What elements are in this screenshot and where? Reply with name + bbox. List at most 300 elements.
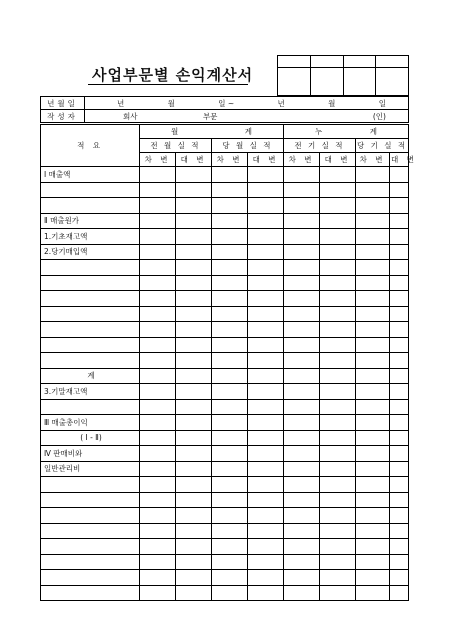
curr-period-header: 당 기 실 적 (356, 139, 409, 153)
amount-cell[interactable] (320, 492, 356, 508)
amount-cell[interactable] (140, 182, 176, 198)
amount-cell[interactable] (356, 477, 390, 493)
amount-cell[interactable] (356, 368, 390, 384)
amount-cell[interactable] (320, 461, 356, 477)
amount-cell[interactable] (390, 585, 409, 601)
amount-cell[interactable] (176, 430, 212, 446)
amount-cell[interactable] (320, 399, 356, 415)
seal-label: (인) (372, 111, 386, 121)
amount-cell[interactable] (284, 353, 320, 369)
amount-cell[interactable] (248, 213, 284, 229)
table-row (41, 167, 409, 183)
row-label: ( Ⅰ - Ⅱ) (41, 430, 140, 446)
amount-cell[interactable] (320, 570, 356, 586)
amount-cell[interactable] (140, 337, 176, 353)
amount-cell[interactable] (176, 337, 212, 353)
amount-cell[interactable] (390, 291, 409, 307)
amount-cell[interactable] (248, 275, 284, 291)
amount-cell[interactable] (356, 337, 390, 353)
amount-cell[interactable] (248, 337, 284, 353)
amount-cell[interactable] (248, 353, 284, 369)
amount-cell[interactable] (284, 539, 320, 555)
approval-sign-cell[interactable] (310, 68, 343, 96)
amount-cell[interactable] (248, 291, 284, 307)
amount-cell[interactable] (176, 554, 212, 570)
amount-cell[interactable] (356, 260, 390, 276)
amount-cell[interactable] (212, 523, 248, 539)
debit-header: 차 변 (212, 153, 248, 167)
amount-cell[interactable] (356, 585, 390, 601)
amount-cell[interactable] (248, 508, 284, 524)
amount-cell[interactable] (212, 229, 248, 245)
amount-cell[interactable] (320, 446, 356, 462)
amount-cell[interactable] (248, 167, 284, 183)
amount-cell[interactable] (212, 554, 248, 570)
department-label: 부문 (202, 111, 218, 121)
amount-cell[interactable] (284, 306, 320, 322)
amount-cell[interactable] (176, 492, 212, 508)
amount-cell[interactable] (212, 244, 248, 260)
amount-cell[interactable] (248, 430, 284, 446)
amount-cell[interactable] (356, 430, 390, 446)
date-year-start: 년 (117, 98, 125, 108)
row-label (41, 182, 140, 198)
row-label: Ⅱ 매출원가 (41, 213, 140, 229)
amount-cell[interactable] (320, 275, 356, 291)
amount-cell[interactable] (248, 570, 284, 586)
debit-header: 차 변 (356, 153, 390, 167)
amount-cell[interactable] (140, 167, 176, 183)
amount-cell[interactable] (248, 198, 284, 214)
amount-cell[interactable] (248, 306, 284, 322)
amount-cell[interactable] (140, 291, 176, 307)
row-label (41, 275, 140, 291)
amount-cell[interactable] (176, 213, 212, 229)
amount-cell[interactable] (320, 368, 356, 384)
amount-cell[interactable] (356, 291, 390, 307)
amount-cell[interactable] (390, 461, 409, 477)
amount-cell[interactable] (390, 539, 409, 555)
amount-cell[interactable] (176, 353, 212, 369)
amount-cell[interactable] (284, 275, 320, 291)
amount-cell[interactable] (356, 229, 390, 245)
table-row (41, 275, 409, 291)
amount-cell[interactable] (390, 167, 409, 183)
amount-cell[interactable] (320, 353, 356, 369)
amount-cell[interactable] (356, 244, 390, 260)
amount-cell[interactable] (176, 244, 212, 260)
amount-cell[interactable] (284, 508, 320, 524)
table-row (41, 244, 409, 260)
cumulative-header: 누 계 (284, 125, 409, 139)
amount-cell[interactable] (140, 492, 176, 508)
amount-cell[interactable] (140, 353, 176, 369)
amount-cell[interactable] (212, 585, 248, 601)
amount-cell[interactable] (248, 461, 284, 477)
table-row (41, 306, 409, 322)
amount-cell[interactable] (248, 415, 284, 431)
approval-header-cell[interactable] (278, 56, 311, 68)
amount-cell[interactable] (390, 430, 409, 446)
company-label: 회사 (123, 111, 138, 121)
amount-cell[interactable] (248, 244, 284, 260)
row-label (41, 260, 140, 276)
row-label (41, 353, 140, 369)
table-row (41, 260, 409, 276)
amount-cell[interactable] (284, 260, 320, 276)
amount-cell[interactable] (320, 384, 356, 400)
amount-cell[interactable] (212, 477, 248, 493)
amount-cell[interactable] (390, 446, 409, 462)
amount-cell[interactable] (212, 368, 248, 384)
amount-cell[interactable] (284, 523, 320, 539)
amount-cell[interactable] (248, 477, 284, 493)
amount-cell[interactable] (284, 477, 320, 493)
table-row (41, 461, 409, 477)
amount-cell[interactable] (356, 554, 390, 570)
curr-month-header: 당 월 실 적 (212, 139, 284, 153)
amount-cell[interactable] (284, 430, 320, 446)
amount-cell[interactable] (176, 508, 212, 524)
amount-cell[interactable] (140, 275, 176, 291)
amount-cell[interactable] (212, 182, 248, 198)
table-row (41, 213, 409, 229)
amount-cell[interactable] (356, 275, 390, 291)
amount-cell[interactable] (320, 415, 356, 431)
amount-cell[interactable] (320, 539, 356, 555)
amount-cell[interactable] (356, 461, 390, 477)
info-table (40, 96, 409, 123)
amount-cell[interactable] (212, 306, 248, 322)
amount-cell[interactable] (284, 384, 320, 400)
table-row (41, 508, 409, 524)
amount-cell[interactable] (140, 198, 176, 214)
amount-cell[interactable] (320, 337, 356, 353)
amount-cell[interactable] (284, 244, 320, 260)
amount-cell[interactable] (390, 198, 409, 214)
amount-cell[interactable] (284, 399, 320, 415)
table-body (41, 167, 409, 601)
amount-cell[interactable] (140, 539, 176, 555)
amount-cell[interactable] (320, 167, 356, 183)
amount-cell[interactable] (390, 213, 409, 229)
amount-cell[interactable] (320, 198, 356, 214)
amount-cell[interactable] (212, 399, 248, 415)
prev-month-header: 전 월 실 적 (140, 139, 212, 153)
debit-header: 차 변 (140, 153, 176, 167)
amount-cell[interactable] (356, 446, 390, 462)
amount-cell[interactable] (176, 539, 212, 555)
amount-cell[interactable] (390, 523, 409, 539)
amount-cell[interactable] (176, 415, 212, 431)
amount-cell[interactable] (356, 399, 390, 415)
amount-cell[interactable] (390, 415, 409, 431)
amount-cell[interactable] (356, 167, 390, 183)
amount-cell[interactable] (356, 523, 390, 539)
date-day-start: 일 ~ (218, 98, 235, 108)
amount-cell[interactable] (212, 291, 248, 307)
author-field[interactable] (85, 110, 409, 123)
amount-cell[interactable] (284, 461, 320, 477)
amount-cell[interactable] (212, 384, 248, 400)
amount-cell[interactable] (248, 585, 284, 601)
amount-cell[interactable] (212, 492, 248, 508)
amount-cell[interactable] (140, 523, 176, 539)
amount-cell[interactable] (356, 198, 390, 214)
page-title: 사업부문별 손익계산서 (92, 66, 254, 84)
amount-cell[interactable] (212, 539, 248, 555)
amount-cell[interactable] (356, 306, 390, 322)
amount-cell[interactable] (140, 508, 176, 524)
amount-cell[interactable] (390, 182, 409, 198)
amount-cell[interactable] (320, 229, 356, 245)
amount-cell[interactable] (212, 275, 248, 291)
amount-cell[interactable] (390, 368, 409, 384)
amount-cell[interactable] (284, 570, 320, 586)
amount-cell[interactable] (356, 570, 390, 586)
amount-cell[interactable] (356, 353, 390, 369)
amount-cell[interactable] (284, 291, 320, 307)
amount-cell[interactable] (248, 322, 284, 338)
approval-box (277, 55, 409, 96)
table-row (41, 430, 409, 446)
amount-cell[interactable] (212, 508, 248, 524)
amount-cell[interactable] (356, 508, 390, 524)
amount-cell[interactable] (390, 322, 409, 338)
amount-cell[interactable] (390, 353, 409, 369)
amount-cell[interactable] (212, 213, 248, 229)
amount-cell[interactable] (284, 446, 320, 462)
amount-cell[interactable] (212, 415, 248, 431)
table-row (41, 492, 409, 508)
amount-cell[interactable] (176, 306, 212, 322)
amount-cell[interactable] (248, 260, 284, 276)
amount-cell[interactable] (176, 182, 212, 198)
row-label (41, 306, 140, 322)
amount-cell[interactable] (176, 198, 212, 214)
amount-cell[interactable] (176, 570, 212, 586)
amount-cell[interactable] (284, 198, 320, 214)
amount-cell[interactable] (176, 446, 212, 462)
amount-cell[interactable] (212, 570, 248, 586)
amount-cell[interactable] (248, 539, 284, 555)
monthly-header: 월 계 (140, 125, 284, 139)
amount-cell[interactable] (176, 585, 212, 601)
amount-cell[interactable] (390, 554, 409, 570)
row-label (41, 554, 140, 570)
amount-cell[interactable] (390, 570, 409, 586)
amount-cell[interactable] (320, 182, 356, 198)
approval-header-cell[interactable] (376, 56, 409, 68)
date-label: 년월일 (41, 97, 85, 110)
table-row (41, 337, 409, 353)
amount-cell[interactable] (248, 492, 284, 508)
amount-cell[interactable] (284, 554, 320, 570)
amount-cell[interactable] (176, 461, 212, 477)
table-row (41, 523, 409, 539)
income-statement-table (40, 124, 417, 601)
credit-header: 대 변 (320, 153, 356, 167)
table-row (41, 539, 409, 555)
amount-cell[interactable] (320, 585, 356, 601)
amount-cell[interactable] (248, 368, 284, 384)
amount-cell[interactable] (140, 368, 176, 384)
amount-cell[interactable] (140, 229, 176, 245)
amount-cell[interactable] (176, 368, 212, 384)
amount-cell[interactable] (284, 182, 320, 198)
row-label (41, 539, 140, 555)
credit-header: 대 변 (390, 153, 409, 167)
title-underline (88, 84, 248, 85)
amount-cell[interactable] (248, 554, 284, 570)
amount-cell[interactable] (140, 260, 176, 276)
amount-cell[interactable] (284, 229, 320, 245)
amount-cell[interactable] (390, 508, 409, 524)
amount-cell[interactable] (284, 368, 320, 384)
amount-cell[interactable] (212, 260, 248, 276)
amount-cell[interactable] (140, 213, 176, 229)
amount-cell[interactable] (284, 337, 320, 353)
amount-cell[interactable] (390, 275, 409, 291)
row-label: Ⅳ 판매비와 (41, 446, 140, 462)
amount-cell[interactable] (390, 306, 409, 322)
table-row (41, 570, 409, 586)
row-label: 3.기말재고액 (41, 384, 140, 400)
amount-cell[interactable] (320, 213, 356, 229)
amount-cell[interactable] (176, 399, 212, 415)
amount-cell[interactable] (320, 306, 356, 322)
table-row (41, 322, 409, 338)
amount-cell[interactable] (248, 229, 284, 245)
amount-cell[interactable] (248, 446, 284, 462)
amount-cell[interactable] (320, 523, 356, 539)
amount-cell[interactable] (356, 384, 390, 400)
table-row (41, 182, 409, 198)
amount-cell[interactable] (212, 322, 248, 338)
amount-cell[interactable] (212, 198, 248, 214)
amount-cell[interactable] (284, 585, 320, 601)
amount-cell[interactable] (140, 306, 176, 322)
amount-cell[interactable] (356, 213, 390, 229)
table-row (41, 229, 409, 245)
amount-cell[interactable] (212, 430, 248, 446)
debit-header: 차 변 (284, 153, 320, 167)
amount-cell[interactable] (176, 384, 212, 400)
amount-cell[interactable] (212, 461, 248, 477)
amount-cell[interactable] (212, 446, 248, 462)
amount-cell[interactable] (284, 213, 320, 229)
amount-cell[interactable] (356, 492, 390, 508)
amount-cell[interactable] (140, 446, 176, 462)
amount-cell[interactable] (176, 260, 212, 276)
amount-cell[interactable] (176, 523, 212, 539)
amount-cell[interactable] (140, 570, 176, 586)
amount-cell[interactable] (176, 322, 212, 338)
amount-cell[interactable] (320, 430, 356, 446)
amount-cell[interactable] (248, 399, 284, 415)
amount-cell[interactable] (320, 554, 356, 570)
amount-cell[interactable] (390, 229, 409, 245)
amount-cell[interactable] (212, 337, 248, 353)
amount-cell[interactable] (140, 461, 176, 477)
amount-cell[interactable] (140, 384, 176, 400)
amount-cell[interactable] (390, 244, 409, 260)
amount-cell[interactable] (176, 477, 212, 493)
amount-cell[interactable] (176, 291, 212, 307)
table-row (41, 399, 409, 415)
table-row (41, 585, 409, 601)
amount-cell[interactable] (356, 322, 390, 338)
amount-cell[interactable] (284, 415, 320, 431)
table-row (41, 353, 409, 369)
amount-cell[interactable] (140, 399, 176, 415)
amount-cell[interactable] (390, 384, 409, 400)
amount-cell[interactable] (140, 244, 176, 260)
row-label (41, 585, 140, 601)
amount-cell[interactable] (390, 337, 409, 353)
amount-cell[interactable] (248, 523, 284, 539)
amount-cell[interactable] (140, 430, 176, 446)
date-month-end: 월 (328, 98, 336, 108)
amount-cell[interactable] (176, 275, 212, 291)
approval-header-cell[interactable] (343, 56, 376, 68)
approval-sign-cell[interactable] (278, 68, 311, 96)
date-month-start: 월 (167, 98, 175, 108)
row-label (41, 492, 140, 508)
amount-cell[interactable] (356, 182, 390, 198)
approval-header-cell[interactable] (310, 56, 343, 68)
amount-cell[interactable] (390, 477, 409, 493)
amount-cell[interactable] (284, 492, 320, 508)
table-row (41, 415, 409, 431)
amount-cell[interactable] (320, 322, 356, 338)
row-label (41, 337, 140, 353)
amount-cell[interactable] (140, 322, 176, 338)
table-row (41, 477, 409, 493)
amount-cell[interactable] (320, 260, 356, 276)
amount-cell[interactable] (212, 353, 248, 369)
amount-cell[interactable] (284, 167, 320, 183)
amount-cell[interactable] (320, 244, 356, 260)
amount-cell[interactable] (140, 477, 176, 493)
credit-header: 대 변 (248, 153, 284, 167)
amount-cell[interactable] (356, 415, 390, 431)
amount-cell[interactable] (140, 585, 176, 601)
amount-cell[interactable] (248, 384, 284, 400)
amount-cell[interactable] (320, 477, 356, 493)
date-range-field[interactable] (85, 97, 409, 110)
row-label (41, 477, 140, 493)
amount-cell[interactable] (140, 554, 176, 570)
amount-cell[interactable] (320, 291, 356, 307)
table-row (41, 384, 409, 400)
row-label (41, 570, 140, 586)
amount-cell[interactable] (390, 399, 409, 415)
amount-cell[interactable] (248, 182, 284, 198)
row-label (41, 523, 140, 539)
amount-cell[interactable] (284, 322, 320, 338)
amount-cell[interactable] (390, 492, 409, 508)
amount-cell[interactable] (176, 229, 212, 245)
amount-cell[interactable] (176, 167, 212, 183)
amount-cell[interactable] (390, 260, 409, 276)
amount-cell[interactable] (140, 415, 176, 431)
amount-cell[interactable] (212, 167, 248, 183)
amount-cell[interactable] (356, 539, 390, 555)
approval-sign-cell[interactable] (376, 68, 409, 96)
amount-cell[interactable] (320, 508, 356, 524)
approval-sign-cell[interactable] (343, 68, 376, 96)
